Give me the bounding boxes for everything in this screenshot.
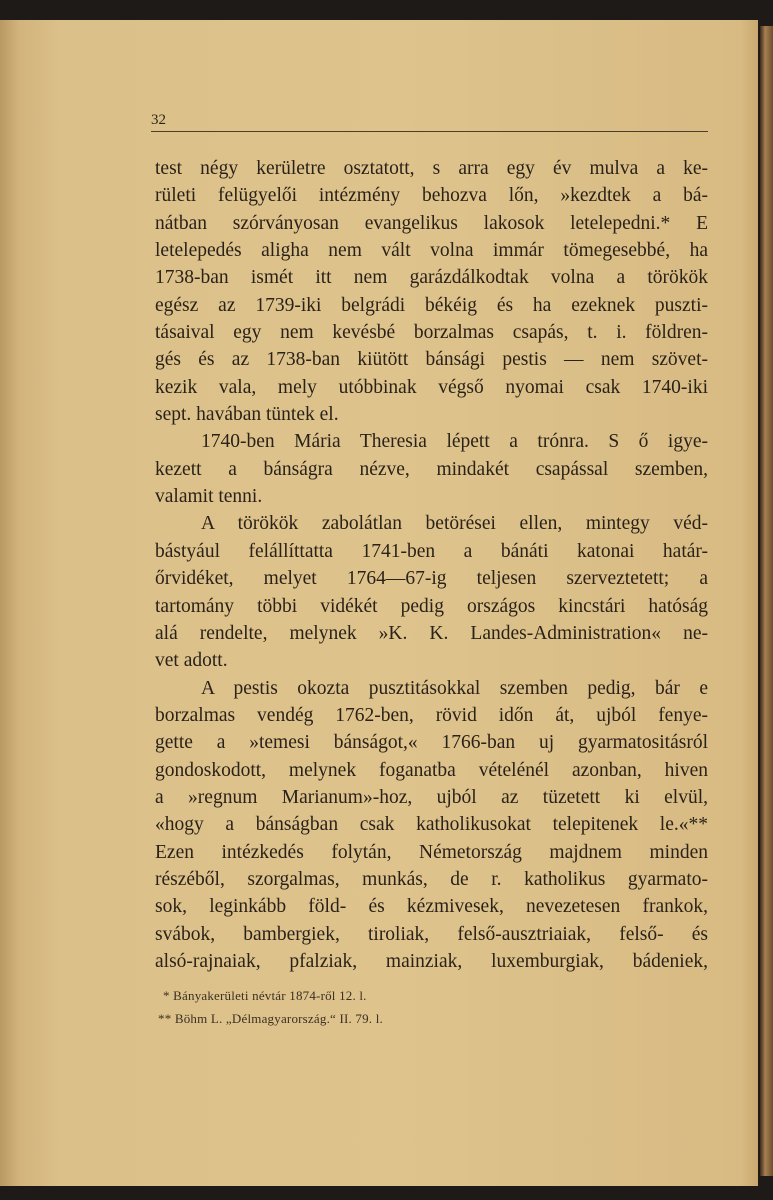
text-line: gette a »temesi bánságot,« 1766-ban uj gyarmatositásról xyxy=(155,732,708,754)
text-line: «hogy a bánságban csak katholikusokat telepitenek le.«** xyxy=(155,814,708,836)
text-line: a »regnum Marianum»-hoz, ujból az tüzetett ki elvül, xyxy=(155,786,708,808)
page-number: 32 xyxy=(151,112,166,128)
text-line: nátban szórványosan evangelikus lakosok letelepedni.* E xyxy=(155,212,708,234)
text-line: 1740-ben Mária Theresia lépett a trónra. S ő igye- xyxy=(201,431,708,453)
text-line: valamit tenni. xyxy=(155,486,263,508)
text-line: gés és az 1738-ban kiütött bánsági pestis — nem szövet- xyxy=(155,349,708,371)
text-line: sok, leginkább föld- és kézmivesek, nevezetesen frankok, xyxy=(155,896,708,918)
text-line: 1738-ban ismét itt nem garázdálkodtak volna a törökök xyxy=(155,267,708,289)
text-line: egész az 1739-iki belgrádi békéig és ha ezeknek puszti- xyxy=(155,294,708,316)
text-line: vet adott. xyxy=(155,650,228,672)
text-line: rületi felügyelői intézmény behozva lőn, »kezdtek a bá- xyxy=(155,185,708,207)
text-line: tásaival egy nem kevésbé borzalmas csapás, t. i. földren- xyxy=(155,322,708,344)
text-line: A törökök zabolátlan betörései ellen, mintegy véd- xyxy=(201,513,708,535)
text-line: bástyául felállíttatta 1741-ben a bánáti katonai határ- xyxy=(155,540,708,562)
text-line: tartomány többi vidékét pedig országos kincstári hatóság xyxy=(155,595,708,617)
text-line: részéből, szorgalmas, munkás, de r. katholikus gyarmato- xyxy=(155,868,708,890)
text-line: Ezen intézkedés folytán, Németország majdnem minden xyxy=(155,841,708,863)
text-line: kezett a bánságra nézve, mindakét csapással szemben, xyxy=(155,458,708,480)
text-line: alá rendelte, melynek »K. K. Landes-Administration« ne- xyxy=(155,622,708,644)
text-line: alsó-rajnaiak, pfalziak, mainziak, luxemburgiak, bádeniek, xyxy=(155,950,708,972)
text-line: gondoskodott, melynek foganatba vételénél azonban, hiven xyxy=(155,759,708,781)
text-line: kezik vala, mely utóbbinak végső nyomai csak 1740-iki xyxy=(155,376,708,398)
header-rule xyxy=(151,131,708,132)
text-line: sept. havában tüntek el. xyxy=(155,404,339,426)
text-line: letelepedés aligha nem vált volna immár tömegesebbé, ha xyxy=(155,240,708,262)
text-line: A pestis okozta pusztitásokkal szemben pedig, bár e xyxy=(201,677,708,699)
footnote: * Bányakerületi névtár 1874-ről 12. l. xyxy=(163,988,367,1003)
footnote: ** Böhm L. „Délmagyarország.“ II. 79. l. xyxy=(158,1011,383,1026)
text-line: svábok, bambergiek, tiroliak, felső-ausztriaiak, felső- és xyxy=(155,923,708,945)
text-line: őrvidéket, melyet 1764—67-ig teljesen szerveztetett; a xyxy=(155,568,708,590)
text-line: test négy kerületre osztatott, s arra egy év mulva a ke- xyxy=(155,158,708,179)
text-line: borzalmas vendég 1762-ben, rövid időn át, ujból fenye- xyxy=(155,704,708,726)
next-page-edge xyxy=(760,26,773,1176)
body-text xyxy=(155,155,708,975)
